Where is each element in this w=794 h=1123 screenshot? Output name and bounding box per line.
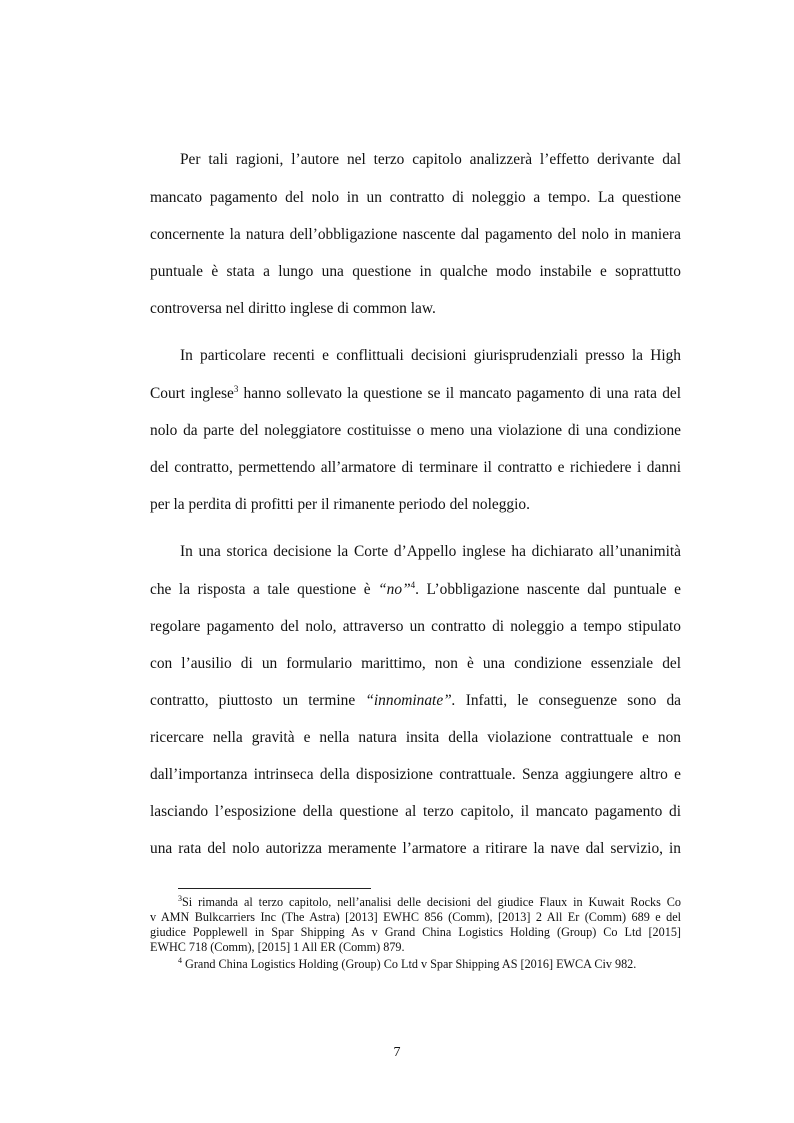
footnote-4-mark: 4 [178,955,182,965]
paragraph-3-line-1: In una storica decisione la Corte d’Appello inglese ha dichiarato all’unanimità [180,543,681,560]
paragraph-3-line-8: lasciando l’esposizione della questione al terzo capitolo, il mancato pagamento di [150,803,681,820]
paragraph-1-line-1: Per tali ragioni, l’autore nel terzo capitolo analizzerà l’effetto derivante dal [180,151,681,168]
footnote-ref-4[interactable]: 4 [410,579,416,590]
paragraph-3-line-5-end: Infatti, le conseguenze sono da [465,692,681,709]
paragraph-1-line-3: concernente la natura dell’obbligazione nascente dal pagamento del nolo in maniera [150,226,681,243]
paragraph-2-line-1: In particolare recenti e conflittuali decisioni giurisprudenziali presso la High [180,347,681,364]
paragraph-2-line-2-start: Court inglese [150,385,234,402]
paragraph-3-line-2-start: che la risposta a tale questione è [150,581,371,598]
paragraph-3-line-2 [150,580,681,600]
paragraph-1-line-4: puntuale è stata a lungo una questione in qualche modo instabile e soprattutto [150,263,681,280]
footnote-4-text-1: Grand China Logistics Holding (Group) Co Ltd v Spar Shipping AS [2016] EWCA Civ 982. [185,957,637,971]
footnote-3-line-1 [178,895,681,910]
paragraph-2-line-2-end: hanno sollevato la questione se il mancato pagamento di una rata del [243,385,681,402]
footnote-ref-3[interactable]: 3 [233,383,239,394]
paragraph-1-line-5: controversa nel diritto inglese di common law. [150,300,436,317]
quoted-innominate: “innominate”. [365,692,456,709]
paragraph-3-line-5-start: contratto, piuttosto un termine [150,692,356,709]
paragraph-2-line-5: per la perdita di profitti per il rimanente periodo del noleggio. [150,496,530,513]
page-number: 7 [393,1045,401,1060]
footnote-4-line-1 [178,957,636,972]
paragraph-3-line-5 [150,691,681,711]
paragraph-3-line-2-end: . L’obbligazione nascente dal puntuale e [415,581,681,598]
paragraph-3-line-4: con l’ausilio di un formulario marittimo, non è una condizione essenziale del [150,655,681,672]
quoted-no: “no” [378,581,411,598]
paragraph-3-line-3: regolare pagamento del nolo, attraverso un contratto di noleggio a tempo stipulato [150,618,681,635]
paragraph-2-line-3: nolo da parte del noleggiatore costituisse o meno una violazione di una condizione [150,422,681,439]
footnote-3-line-2: v AMN Bulkcarriers Inc (The Astra) [2013] EWHC 856 (Comm), [2013] 2 All Er (Comm) 689 e del [150,910,681,924]
footnote-3-line-3: giudice Popplewell in Spar Shipping As v Grand China Logistics Holding (Group) Co Ltd [2015] [150,925,681,939]
footnote-3-text-1: Si rimanda al terzo capitolo, nell’analisi delle decisioni del giudice Flaux in Kuwait Rocks Co [182,895,681,909]
paragraph-3-line-9: una rata del nolo autorizza meramente l’armatore a ritirare la nave dal servizio, in [150,840,681,857]
footnote-3-mark: 3 [178,893,182,903]
paragraph-3-line-6: ricercare nella gravità e nella natura insita della violazione contrattuale e non [150,729,681,746]
paragraph-2-line-4: del contratto, permettendo all’armatore di terminare il contratto e richiedere i danni [150,459,681,476]
footnote-3-line-4: EWHC 718 (Comm), [2015] 1 All ER (Comm) 879. [150,940,405,954]
paragraph-3-line-7: dall’importanza intrinseca della disposizione contrattuale. Senza aggiungere altro e [150,766,681,783]
paragraph-2-line-2 [150,384,681,404]
paragraph-1-line-2: mancato pagamento del nolo in un contratto di noleggio a tempo. La questione [150,189,681,206]
footnote-separator [178,888,371,889]
